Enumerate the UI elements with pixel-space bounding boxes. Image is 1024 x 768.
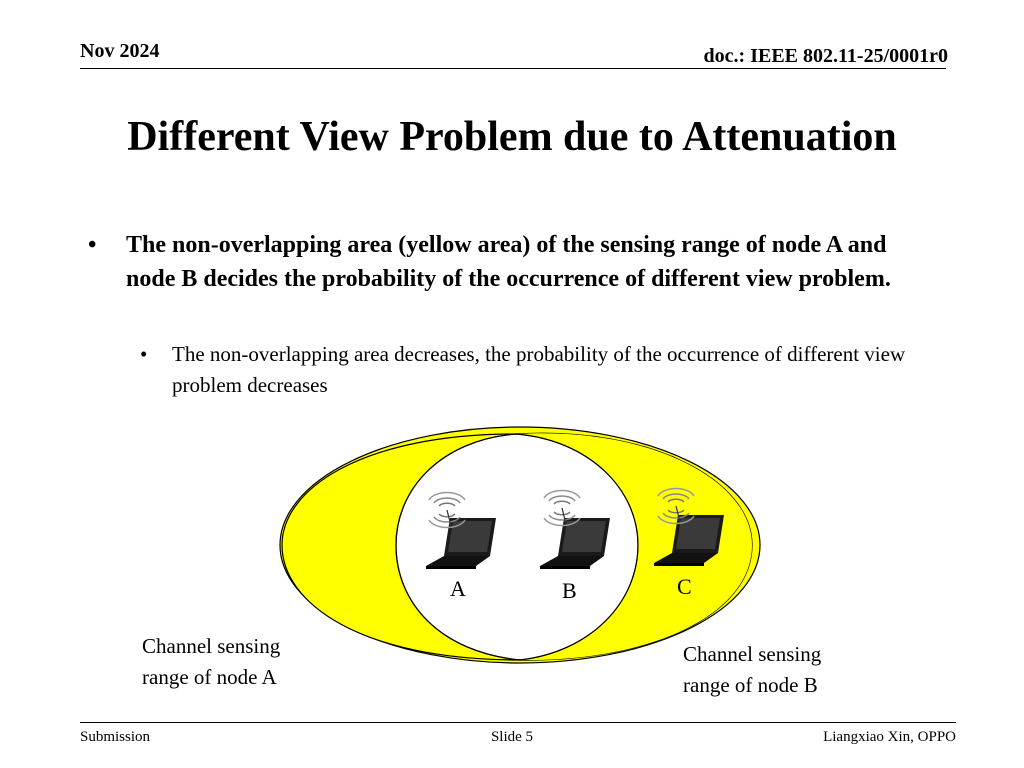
bullet-marker: • xyxy=(140,342,148,366)
range-a-label-line1: Channel sensing xyxy=(142,634,281,658)
range-b-label-line2: range of node B xyxy=(683,673,818,697)
node-label-a: A xyxy=(450,576,466,601)
range-b-label-line1: Channel sensing xyxy=(683,642,822,666)
bullet-marker: • xyxy=(88,232,97,258)
bullet-sub-text: The non-overlapping area decreases, the probability of the occurrence of different view problem decreases xyxy=(172,342,906,397)
footer-slide-number: Slide 5 xyxy=(490,729,534,745)
footer-divider xyxy=(80,722,956,723)
footer-author: Liangxiao Xin, OPPO xyxy=(823,729,956,745)
header-date: Nov 2024 xyxy=(80,40,160,62)
range-b-label xyxy=(683,639,821,701)
slide-title: Different View Problem due to Attenuation xyxy=(127,114,897,160)
header-doc-id: doc.: IEEE 802.11-25/0001r0 xyxy=(703,45,948,67)
node-label-b: B xyxy=(562,578,577,603)
footer-submission: Submission xyxy=(80,729,151,745)
node-label-c: C xyxy=(677,574,692,599)
range-a-label xyxy=(142,631,280,693)
range-a-label-line2: range of node A xyxy=(142,665,277,689)
bullet-main-text: The non-overlapping area (yellow area) of the sensing range of node A and node B decides the probability of the occurrence of different view problem. xyxy=(126,232,891,292)
